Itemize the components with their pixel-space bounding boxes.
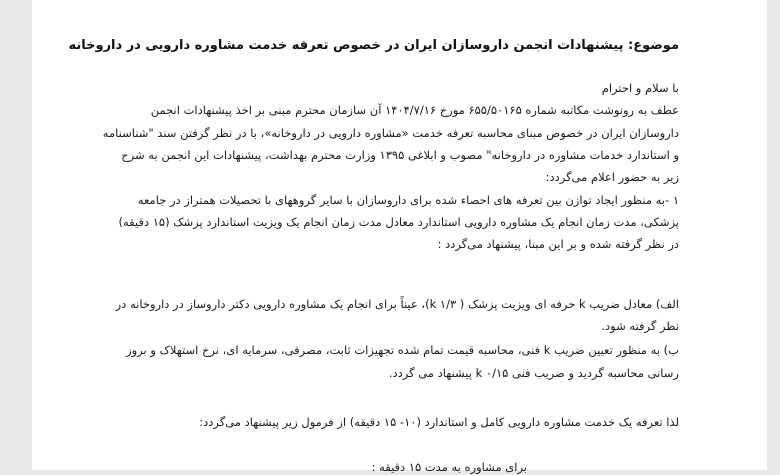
item-b-line: رسانی محاسبه گردید و ضریب فنی k ۰/۱۵ پیشنهاد می گردد. — [388, 366, 679, 380]
document-page — [32, 0, 767, 474]
item-a-line: نظر گرفته شود. — [601, 319, 679, 333]
subject-line: موضوع: پیشنهادات انجمن داروسازان ایران در خصوص تعرفه خدمت مشاوره دارویی در داروخانه — [68, 38, 679, 53]
item-a-line: الف) معادل ضریب k حرفه ای ویزیت پزشک ( k ۱/۳)، عیناً برای انجام یک مشاوره دارویی دکتر داروساز در داروخانه در — [115, 297, 679, 311]
item-b-line: ب) به منظور تعیین ضریب k فنی، محاسبه قیمت تمام شده تجهیزات ثابت، مصرفی، سرمایه ای، نرخ استهلاک و بروز — [126, 343, 679, 357]
conclusion-line: لذا تعرفه یک خدمت مشاوره دارویی کامل و استاندارد (۱۰- ۱۵ دقیقه) از فرمول زیر پیشنهاد می‌گردد: — [199, 415, 679, 429]
intro-line: عطف به رونوشت مکاتبه شماره ۶۵۵/۵۰۱۶۵ مورخ ۱۴۰۴/۷/۱۶ آن سازمان محترم مبنی بر اخذ پیشنهادات انجمن — [150, 103, 679, 117]
item1-line: ۱ -به منظور ایجاد توازن بین تعرفه های احصاء شده برای داروسازان با سایر گروههای با تحصیلات همتراز در جامعه — [137, 193, 679, 207]
intro-line: داروسازان ایران در خصوص مبنای محاسبه تعرفه خدمت «مشاوره دارویی در داروخانه»، با در نظر گرفتن سند "شناسنامه — [102, 126, 679, 140]
intro-line: و استاندارد خدمات مشاوره در داروخانه" مصوب و ابلاغی ۱۳۹۵ وزارت محترم بهداشت، پیشنهادات این انجمن به شرح — [121, 148, 679, 162]
intro-line: زیر به حضور اعلام می‌گردد: — [545, 170, 679, 184]
formula-heading: برای مشاوره به مدت ۱۵ دقیقه : — [371, 460, 527, 474]
greeting: با سلام و احترام — [601, 81, 679, 95]
item1-line: در نظر گرفته شده و بر این مبنا، پیشنهاد می‌گردد : — [437, 237, 679, 251]
item1-line: پزشکی، مدت زمان انجام یک مشاوره دارویی استاندارد معادل مدت زمان انجام یک ویزیت استاندارد پزشک (۱۵ دقیقه) — [118, 215, 679, 229]
